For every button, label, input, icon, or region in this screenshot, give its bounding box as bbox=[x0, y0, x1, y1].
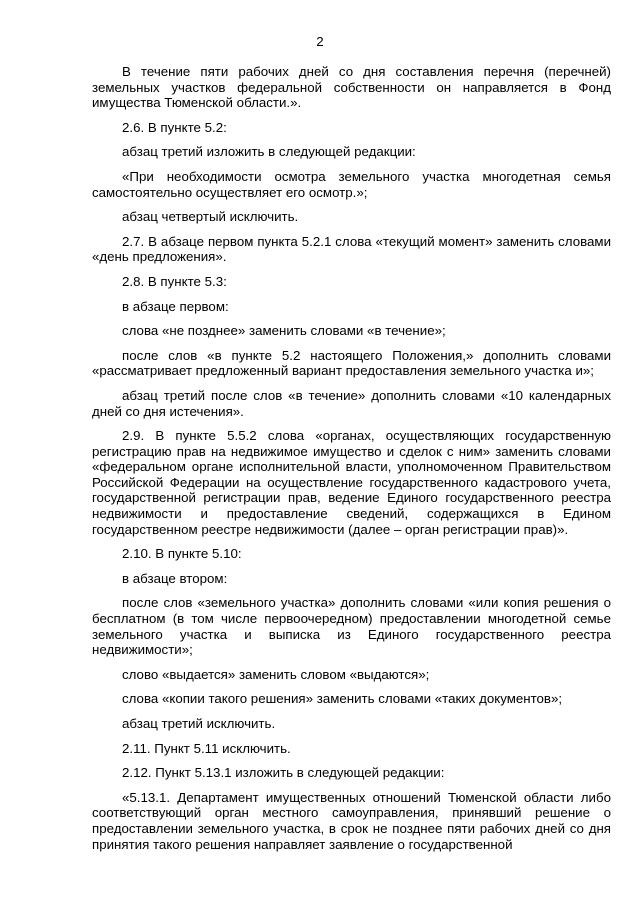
document-body bbox=[92, 64, 611, 852]
paragraph: абзац четвертый исключить. bbox=[122, 209, 299, 225]
paragraph: 2.9. В пункте 5.5.2 слова «органах, осуществляющих государственную регистрацию прав на недвижимое имущество и сделок с ним» заменить словами «федеральном органе исполнительной власти, уполномоченном Правительством Российской Федерации на осуществление государственного кадастрового учета, государственной регистрации прав, ведение Единого государственного реестра недвижимости и предоставление сведений, содержащихся в Едином государственном реестре недвижимости (далее – орган регистрации прав)». bbox=[92, 428, 611, 537]
paragraph: 2.7. В абзаце первом пункта 5.2.1 слова «текущий момент» заменить словами «день предложения». bbox=[92, 233, 611, 265]
paragraph: в абзаце первом: bbox=[122, 298, 229, 314]
paragraph: В течение пяти рабочих дней со дня составления перечня (перечней) земельных участков федеральной собственности он направляется в Фонд имущества Тюменской области.». bbox=[92, 64, 611, 111]
paragraph: 2.12. Пункт 5.13.1 изложить в следующей редакции: bbox=[122, 765, 445, 781]
paragraph: слово «выдается» заменить словом «выдаются»; bbox=[122, 666, 430, 682]
paragraph: после слов «земельного участка» дополнить словами «или копия решения о бесплатном (в том числе первоочередном) предоставлении многодетной семье земельного участка и выписка из Единого государственного реестра недвижимости»; bbox=[92, 595, 611, 658]
paragraph: абзац третий исключить. bbox=[122, 716, 276, 731]
paragraph: 2.8. В пункте 5.3: bbox=[122, 273, 227, 289]
paragraph: «5.13.1. Департамент имущественных отношений Тюменской области либо соответствующий орган местного самоуправления, принявший решение о предоставлении земельного участка, в срок не позднее пяти рабочих дней со дня принятия такого решения направляет заявление о государственной bbox=[92, 789, 611, 852]
paragraph: абзац третий изложить в следующей редакции: bbox=[122, 144, 416, 160]
paragraph: абзац третий после слов «в течение» дополнить словами «10 календарных дней со дня истечения». bbox=[92, 387, 611, 419]
paragraph: в абзаце втором: bbox=[122, 570, 228, 586]
paragraph: после слов «в пункте 5.2 настоящего Положения,» дополнить словами «рассматривает предложенный вариант предоставления земельного участка и»; bbox=[92, 347, 611, 379]
paragraph: 2.11. Пункт 5.11 исключить. bbox=[122, 740, 291, 756]
paragraph: 2.10. В пункте 5.10: bbox=[122, 546, 242, 562]
paragraph: «При необходимости осмотра земельного участка многодетная семья самостоятельно осуществляет его осмотр.»; bbox=[92, 168, 611, 200]
paragraph: 2.6. В пункте 5.2: bbox=[122, 119, 227, 135]
page-number: 2 bbox=[316, 34, 324, 49]
paragraph: слова «копии такого решения» заменить словами «таких документов»; bbox=[122, 691, 563, 707]
paragraph: слова «не позднее» заменить словами «в течение»; bbox=[122, 323, 446, 339]
